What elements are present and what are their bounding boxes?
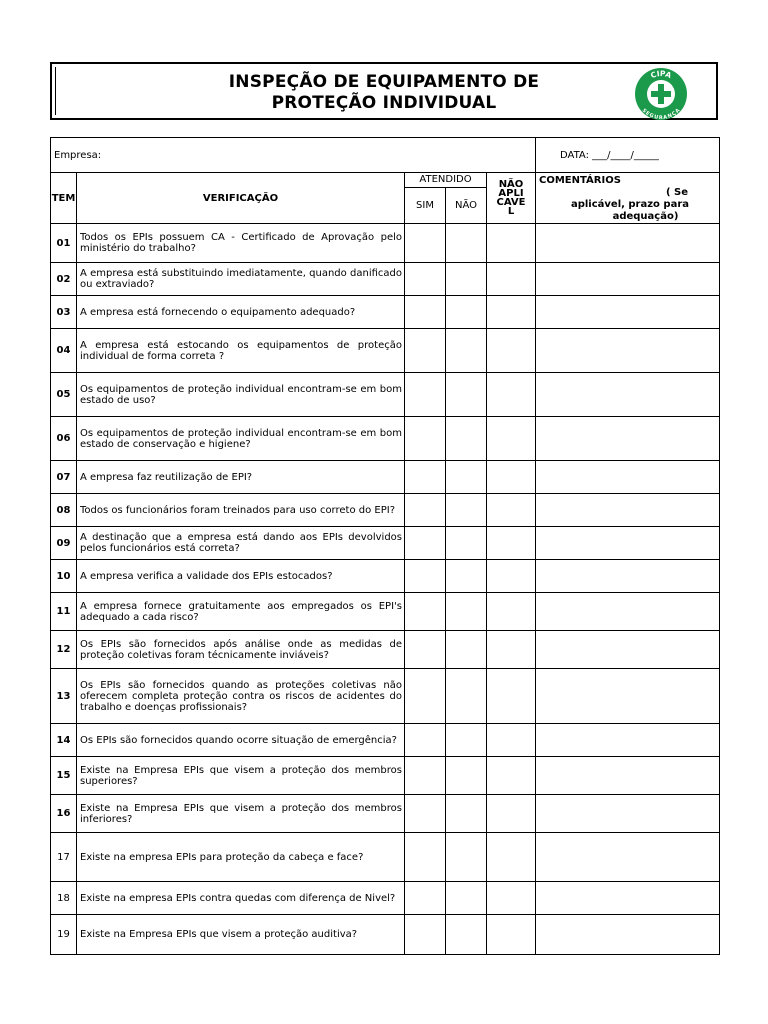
question-text: A empresa fornece gratuitamente aos empregados os EPI's adequado a cada risco? [77, 593, 405, 631]
nao-aplicavel-cell[interactable] [487, 329, 536, 373]
comment-cell[interactable] [536, 329, 720, 373]
nao-aplicavel-label: NÃO APLICAVE L [496, 179, 526, 217]
col-atendido-header: ATENDIDO [405, 173, 487, 188]
nao-cell[interactable] [446, 882, 487, 915]
inspection-table [50, 137, 720, 955]
comment-cell[interactable] [536, 373, 720, 417]
nao-cell[interactable] [446, 833, 487, 882]
date-field[interactable] [536, 138, 720, 173]
nao-aplicavel-cell[interactable] [487, 833, 536, 882]
question-text: A empresa está fornecendo o equipamento adequado? [77, 296, 405, 329]
table-row [51, 560, 720, 593]
logo-bottom-text: SEGURANÇA [640, 107, 682, 121]
nao-aplicavel-cell[interactable] [487, 757, 536, 795]
header-row-1 [51, 173, 720, 188]
question-text: Os EPIs são fornecidos quando as proteções coletivas não oferecem completa proteção contra os riscos de acidentes do trabalho e doenças profissionais? [77, 669, 405, 724]
comment-cell[interactable] [536, 757, 720, 795]
date-label: DATA: ___/____/_____ [560, 149, 659, 161]
item-number: 12 [51, 631, 77, 669]
sim-cell[interactable] [405, 494, 446, 527]
item-number: 14 [51, 724, 77, 757]
item-number: 17 [51, 833, 77, 882]
company-row [51, 138, 720, 173]
col-nao-header: NÃO [446, 187, 487, 223]
question-text: A empresa está estocando os equipamentos de proteção individual de forma correta ? [77, 329, 405, 373]
sim-cell[interactable] [405, 373, 446, 417]
nao-cell[interactable] [446, 560, 487, 593]
nao-cell[interactable] [446, 669, 487, 724]
comment-cell[interactable] [536, 724, 720, 757]
nao-cell[interactable] [446, 296, 487, 329]
item-number: 19 [51, 915, 77, 955]
sim-cell[interactable] [405, 560, 446, 593]
comment-cell[interactable] [536, 669, 720, 724]
item-number: 06 [51, 417, 77, 461]
sim-cell[interactable] [405, 833, 446, 882]
nao-aplicavel-cell[interactable] [487, 494, 536, 527]
cipa-logo [634, 67, 688, 121]
item-number: 18 [51, 882, 77, 915]
nao-aplicavel-cell[interactable] [487, 631, 536, 669]
col-item-header: TEM [51, 173, 77, 224]
question-text: Os equipamentos de proteção individual encontram-se em bom estado de uso? [77, 373, 405, 417]
question-text: Todos os funcionários foram treinados para uso correto do EPI? [77, 494, 405, 527]
table-row [51, 833, 720, 882]
item-number: 13 [51, 669, 77, 724]
nao-aplicavel-cell[interactable] [487, 296, 536, 329]
nao-aplicavel-cell[interactable] [487, 373, 536, 417]
nao-cell[interactable] [446, 527, 487, 560]
col-nao-aplicavel-header [487, 173, 536, 224]
question-text: A empresa faz reutilização de EPI? [77, 461, 405, 494]
nao-aplicavel-cell[interactable] [487, 669, 536, 724]
title-line-2: PROTEÇÃO INDIVIDUAL [271, 93, 497, 113]
item-number: 07 [51, 461, 77, 494]
sim-cell[interactable] [405, 417, 446, 461]
nao-aplicavel-cell[interactable] [487, 593, 536, 631]
comentarios-label: COMENTÁRIOS [539, 175, 621, 186]
table-row [51, 329, 720, 373]
empresa-label: Empresa: [54, 149, 102, 161]
comment-cell[interactable] [536, 417, 720, 461]
comment-cell[interactable] [536, 915, 720, 955]
table-row [51, 373, 720, 417]
nao-aplicavel-cell[interactable] [487, 224, 536, 263]
sim-cell[interactable] [405, 757, 446, 795]
question-text: A destinação que a empresa está dando aos EPIs devolvidos pelos funcionários está correta? [77, 527, 405, 560]
table-row [51, 263, 720, 296]
table-row [51, 296, 720, 329]
table-row [51, 795, 720, 833]
comment-cell[interactable] [536, 560, 720, 593]
item-number: 10 [51, 560, 77, 593]
sim-cell[interactable] [405, 296, 446, 329]
nao-cell[interactable] [446, 263, 487, 296]
table-row [51, 527, 720, 560]
nao-cell[interactable] [446, 631, 487, 669]
comment-cell[interactable] [536, 224, 720, 263]
comment-cell[interactable] [536, 631, 720, 669]
item-number: 08 [51, 494, 77, 527]
page-title [52, 72, 716, 114]
sim-cell[interactable] [405, 631, 446, 669]
nao-cell[interactable] [446, 757, 487, 795]
title-line-1: INSPEÇÃO DE EQUIPAMENTO DE [228, 72, 540, 92]
comment-cell[interactable] [536, 593, 720, 631]
nao-cell[interactable] [446, 494, 487, 527]
question-text: A empresa verifica a validade dos EPIs estocados? [77, 560, 405, 593]
item-number: 03 [51, 296, 77, 329]
item-number: 15 [51, 757, 77, 795]
col-comentarios-header [536, 173, 720, 224]
question-text: Existe na empresa EPIs contra quedas com diferença de Nivel? [77, 882, 405, 915]
nao-aplicavel-cell[interactable] [487, 915, 536, 955]
nao-aplicavel-cell[interactable] [487, 882, 536, 915]
table-row [51, 461, 720, 494]
title-box [50, 62, 718, 120]
nao-aplicavel-cell[interactable] [487, 560, 536, 593]
item-number: 01 [51, 224, 77, 263]
comment-cell[interactable] [536, 795, 720, 833]
table-row [51, 417, 720, 461]
nao-aplicavel-cell[interactable] [487, 724, 536, 757]
item-number: 04 [51, 329, 77, 373]
nao-cell[interactable] [446, 329, 487, 373]
col-sim-header: SIM [405, 187, 446, 223]
sim-cell[interactable] [405, 527, 446, 560]
logo-top-text: CIPA [649, 68, 673, 81]
comentarios-note-3: adequação) [612, 211, 679, 222]
comment-cell[interactable] [536, 494, 720, 527]
comment-cell[interactable] [536, 882, 720, 915]
sim-cell[interactable] [405, 795, 446, 833]
question-text: Os EPIs são fornecidos após análise onde as medidas de proteção coletivas foram técnicamente inviáveis? [77, 631, 405, 669]
question-text: Existe na empresa EPIs para proteção da cabeça e face? [77, 833, 405, 882]
sim-cell[interactable] [405, 461, 446, 494]
nao-cell[interactable] [446, 795, 487, 833]
table-row [51, 882, 720, 915]
table-row [51, 915, 720, 955]
nao-cell[interactable] [446, 593, 487, 631]
nao-aplicavel-cell[interactable] [487, 263, 536, 296]
empresa-field[interactable] [51, 138, 536, 173]
table-row [51, 631, 720, 669]
nao-aplicavel-cell[interactable] [487, 527, 536, 560]
sim-cell[interactable] [405, 882, 446, 915]
sim-cell[interactable] [405, 329, 446, 373]
question-text: A empresa está substituindo imediatamente, quando danificado ou extraviado? [77, 263, 405, 296]
nao-aplicavel-cell[interactable] [487, 795, 536, 833]
comment-cell[interactable] [536, 527, 720, 560]
question-text: Existe na Empresa EPIs que visem a proteção dos membros inferiores? [77, 795, 405, 833]
question-text: Todos os EPIs possuem CA - Certificado de Aprovação pelo ministério do trabalho? [77, 224, 405, 263]
item-number: 11 [51, 593, 77, 631]
table-row [51, 593, 720, 631]
nao-cell[interactable] [446, 373, 487, 417]
sim-cell[interactable] [405, 915, 446, 955]
comment-cell[interactable] [536, 296, 720, 329]
table-row [51, 494, 720, 527]
nao-cell[interactable] [446, 724, 487, 757]
question-text: Existe na Empresa EPIs que visem a proteção dos membros superiores? [77, 757, 405, 795]
question-text: Os equipamentos de proteção individual encontram-se em bom estado de conservação e higiene? [77, 417, 405, 461]
item-number: 09 [51, 527, 77, 560]
question-text: Os EPIs são fornecidos quando ocorre situação de emergência? [77, 724, 405, 757]
nao-cell[interactable] [446, 915, 487, 955]
nao-aplicavel-cell[interactable] [487, 461, 536, 494]
comment-cell[interactable] [536, 263, 720, 296]
comentarios-note-2: aplicável, prazo para [570, 199, 689, 210]
nao-cell[interactable] [446, 224, 487, 263]
item-number: 05 [51, 373, 77, 417]
col-verificacao-header: VERIFICAÇÃO [77, 173, 405, 224]
item-number: 02 [51, 263, 77, 296]
sim-cell[interactable] [405, 263, 446, 296]
sim-cell[interactable] [405, 724, 446, 757]
nao-cell[interactable] [446, 417, 487, 461]
sim-cell[interactable] [405, 593, 446, 631]
table-row [51, 724, 720, 757]
sim-cell[interactable] [405, 669, 446, 724]
sim-cell[interactable] [405, 224, 446, 263]
table-row [51, 757, 720, 795]
item-number: 16 [51, 795, 77, 833]
table-row [51, 224, 720, 263]
nao-aplicavel-cell[interactable] [487, 417, 536, 461]
question-text: Existe na Empresa EPIs que visem a proteção auditiva? [77, 915, 405, 955]
comentarios-note-1: ( Se [665, 187, 688, 198]
nao-cell[interactable] [446, 461, 487, 494]
table-row [51, 669, 720, 724]
comment-cell[interactable] [536, 461, 720, 494]
comment-cell[interactable] [536, 833, 720, 882]
